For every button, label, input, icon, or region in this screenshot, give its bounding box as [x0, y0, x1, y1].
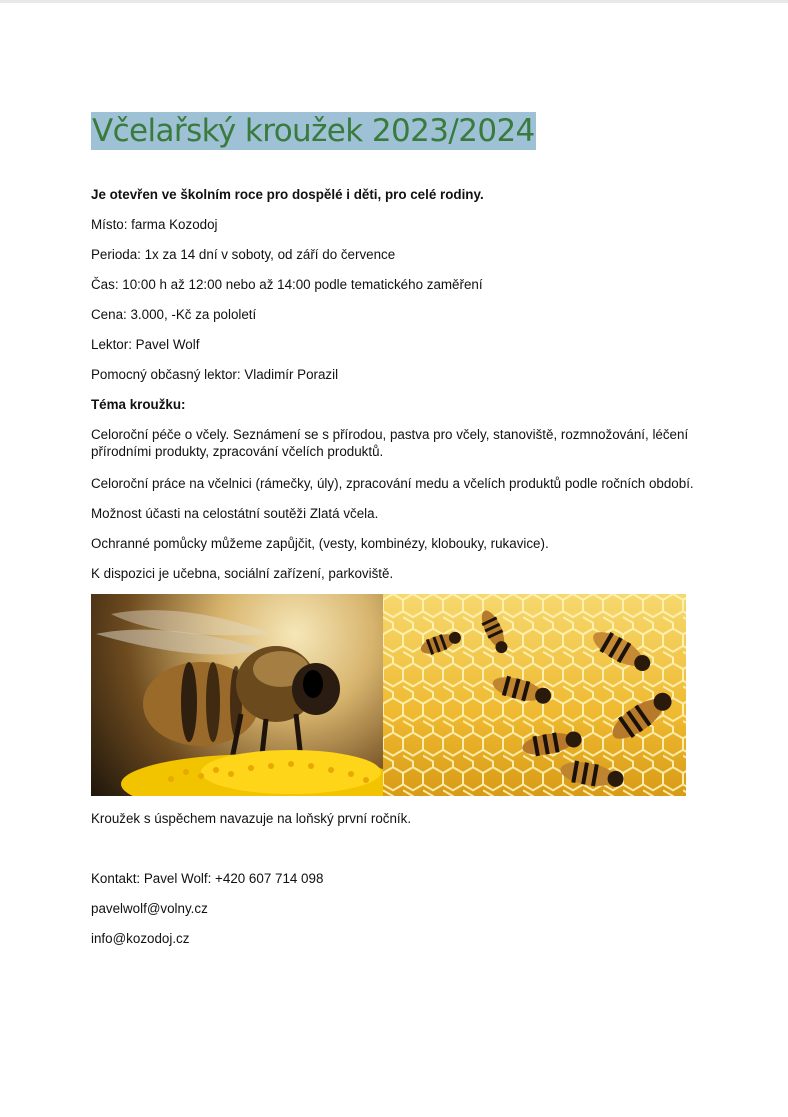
place-line: Místo: farma Kozodoj — [91, 217, 218, 232]
topic-paragraph: Celoroční péče o včely. Seznámení se s přírodou, pastva pro včely, stanoviště, rozmnožování, léčení přírodními produkty, zpracování včelích produktů. — [91, 427, 689, 459]
price-line: Cena: 3.000, -Kč za pololetí — [91, 307, 257, 322]
title-container — [91, 112, 536, 150]
assistant-line: Pomocný občasný lektor: Vladimír Porazil — [91, 367, 339, 382]
lecturer-line: Lektor: Pavel Wolf — [91, 337, 200, 352]
contact-line: Kontakt: Pavel Wolf: +420 607 714 098 — [91, 871, 324, 886]
time-line: Čas: 10:00 h až 12:00 nebo až 14:00 podle tematického zaměření — [91, 277, 483, 292]
bee-on-flower-image — [91, 594, 383, 796]
email-link-2[interactable]: info@kozodoj.cz — [91, 931, 190, 946]
intro-text: Je otevřen ve školním roce pro dospělé i děti, pro celé rodiny. — [91, 187, 484, 202]
topic-paragraph: K dispozici je učebna, sociální zařízení, parkoviště. — [91, 566, 394, 581]
bees-on-honeycomb-image — [383, 594, 686, 796]
topic-paragraph: Možnost účasti na celostátní soutěži Zlatá včela. — [91, 506, 379, 521]
page-title: Včelařský kroužek 2023/2024 — [92, 113, 535, 149]
page-top-border — [0, 0, 788, 3]
follow-up-text: Kroužek s úspěchem navazuje na loňský první ročník. — [91, 811, 412, 826]
email-link-1[interactable]: pavelwolf@volny.cz — [91, 901, 208, 916]
period-line: Perioda: 1x za 14 dní v soboty, od září do července — [91, 247, 396, 262]
topic-paragraph: Ochranné pomůcky můžeme zapůjčit, (vesty, kombinézy, klobouky, rukavice). — [91, 536, 549, 551]
topic-heading: Téma kroužku: — [91, 397, 186, 412]
topic-paragraph: Celoroční práce na včelnici (rámečky, úly), zpracování medu a včelích produktů podle ročních období. — [91, 476, 694, 491]
